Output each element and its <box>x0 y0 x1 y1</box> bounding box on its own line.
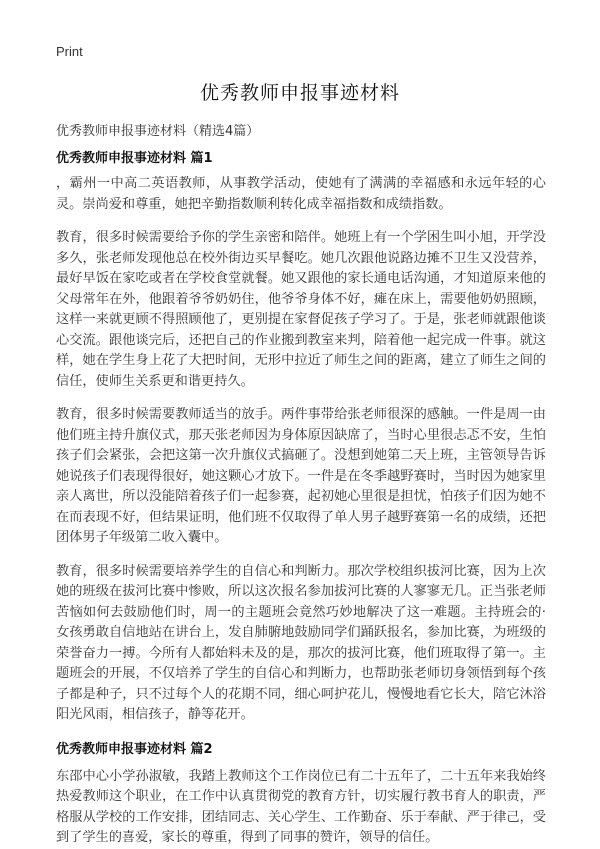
section-1-paragraph-2: 教育，很多时候需要给予你的学生亲密和陪伴。她班上有一个学困生叫小旭，开学没多久，张老师发现他总在校外街边买早餐吃。她几次跟他说路边摊不卫生又没营养，最好早饭在家吃或者在学校食堂就餐。她又跟他的家长通电话沟通，才知道原来他的父母常年在外，他跟着爷爷奶奶住，他爷爷身体不好，瘫在床上，需要他奶奶照顾，这样一来就更顾不得照顾他了，更别提在家督促孩子学习了。于是，张老师就跟他谈心交流。跟他谈完后，还把自己的作业搬到教室来判，陪着他一起完成一件事。就这样，她在学生身上花了大把时间，无形中拉近了师生之间的距离，建立了师生之间的信任，使师生关系更和谐更持久。 <box>56 230 546 389</box>
section-heading-1: 优秀教师申报事迹材料 篇1 <box>56 151 213 166</box>
article-body <box>56 150 546 849</box>
print-link[interactable]: Print <box>56 44 83 59</box>
section-1-paragraph-4: 教育，很多时候需要培养学生的自信心和判断力。那次学校组织拔河比赛，因为上次她的班级在拔河比赛中惨败，所以这次报名参加拔河比赛的人寥寥无几。正当张老师苦恼如何去鼓励他们时，周一的主题班会竟然巧妙地解决了这一难题。主持班会的·女孩勇敢自信地站在讲台上，发自肺腑地鼓励同学们踊跃报名，参加比赛，为班级的荣誉奋力一搏。今所有人都始料未及的是，那次的拔河比赛，他们班取得了第一。主题班会的开展，不仅培养了学生的自信心和判断力，也帮助张老师切身领悟到每个孩子都是种子，只不过每个人的花期不同，细心呵护花儿，慢慢地看它长大，陪它沐浴阳光风雨，相信孩子，静等花开。 <box>56 563 546 722</box>
section-1-paragraph-1: ，霸州一中高二英语教师，从事教学活动，使她有了满满的幸福感和永远年轻的心灵。崇尚爱和尊重，她把辛勤指数顺利转化成幸福指数和成绩指数。 <box>56 176 546 212</box>
document-subtitle: 优秀教师申报事迹材料（精选4篇） <box>56 124 260 139</box>
section-1-paragraph-3: 教育，很多时候需要教师适当的放手。两件事带给张老师很深的感触。一件是周一由他们班主持升旗仪式，那天张老师因为身体原因缺席了，当时心里很忐忑不安，生怕孩子们会紧张，会把这第一次升旗仪式搞砸了。没想到她第二天上班，主管领导告诉她说孩子们表现得很好，她这颗心才放下。一件是在冬季越野赛时，当时因为她家里亲人离世，所以没能陪着孩子们一起参赛，起初她心里很是担忧，怕孩子们因为她不在而表现不好，但结果证明，他们班不仅取得了单人男子越野赛第一名的成绩，还把团体男子年级第二收入囊中。 <box>56 407 546 545</box>
section-heading-2: 优秀教师申报事迹材料 篇2 <box>56 741 213 757</box>
page-title: 优秀教师申报事迹材料 <box>199 82 400 104</box>
section-2-paragraph-1: 东邵中心小学孙淑敏，我踏上教师这个工作岗位已有二十五年了，二十五年来我始终热爱教师这个职业，在工作中认真贯彻党的教育方针，切实履行教书育人的职责，严格服从学校的工作安排，团结同志、关心学生、工作勤奋、乐于奉献、严于律己，受到了学生的喜爱，家长的尊重，得到了同事的赞许，领导的信任。 <box>56 768 546 845</box>
